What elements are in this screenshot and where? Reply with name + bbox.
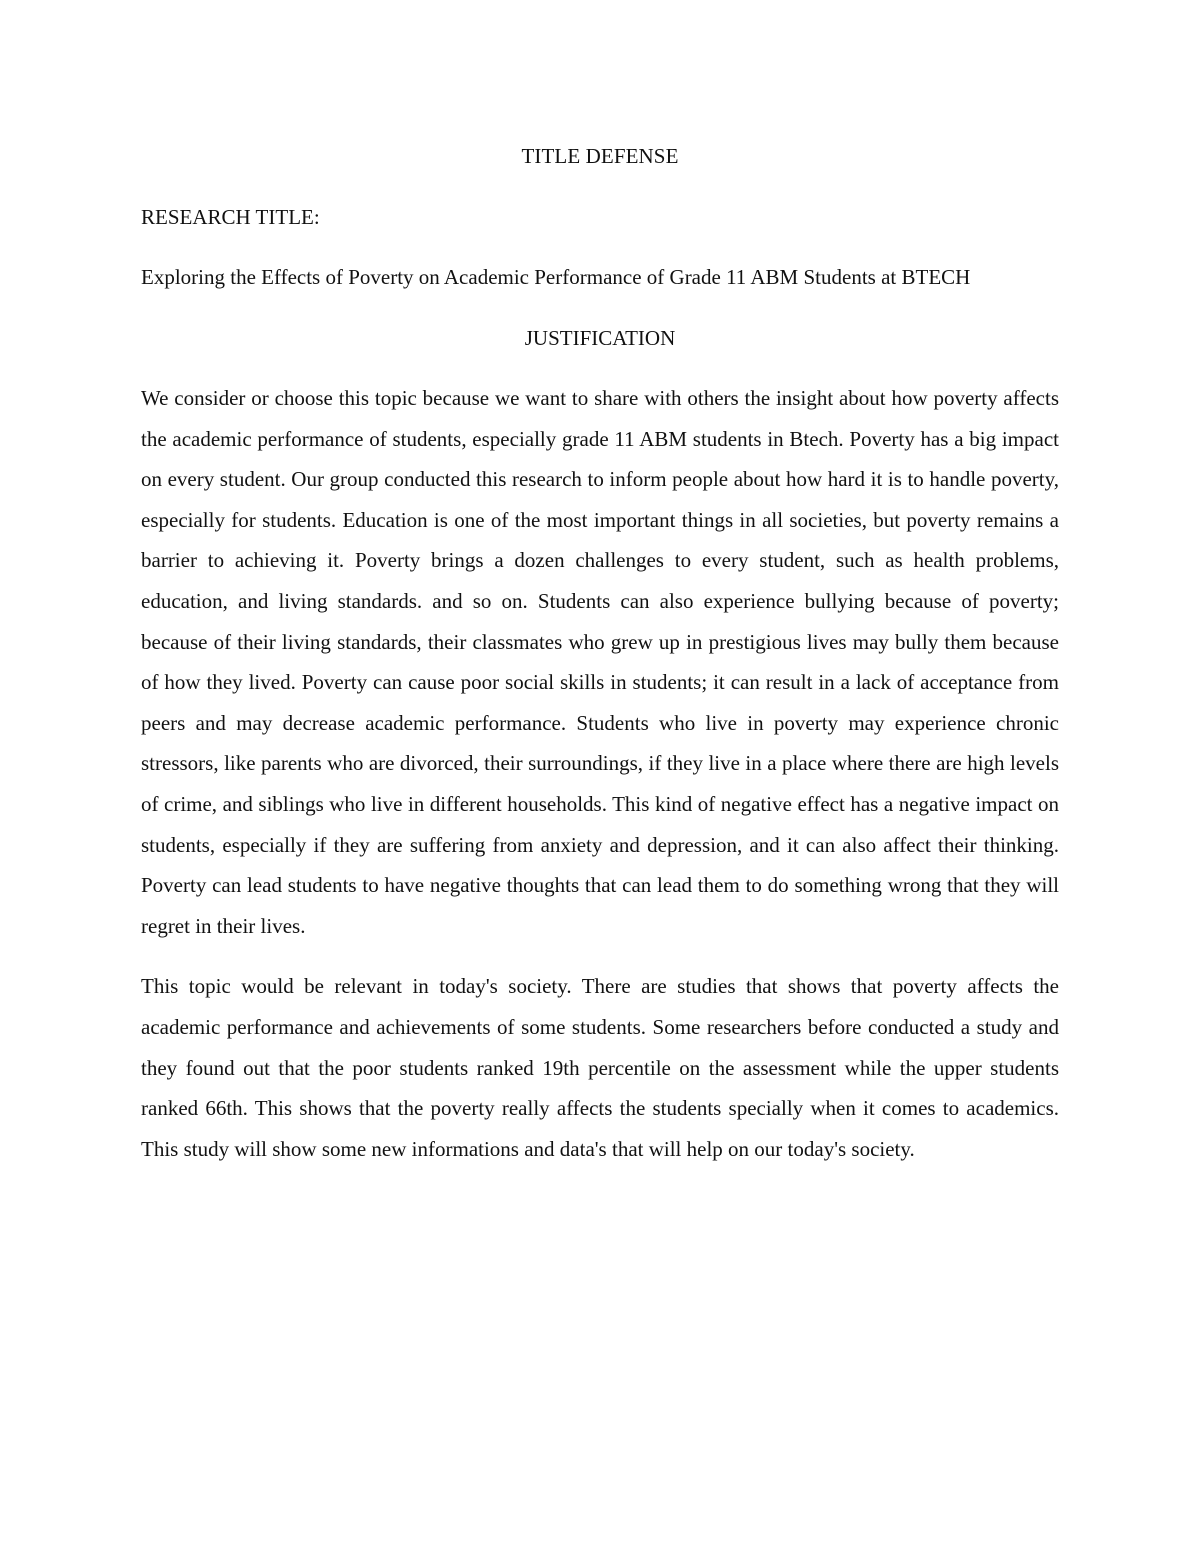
research-title-label: RESEARCH TITLE: bbox=[141, 204, 320, 229]
justification-paragraph-2: This topic would be relevant in today's society. There are studies that shows that poverty affects the academic performance and achievements of some students. Some researchers before conducted a study and they found out that the poor students ranked 19th percentile on the assessment while the upper students ranked 66th. This shows that the poverty really affects the students specially when it comes to academics. This study will show some new informations and data's that will help on our today's society. bbox=[141, 974, 1059, 1161]
research-title: Exploring the Effects of Poverty on Academic Performance of Grade 11 ABM Students at BTECH bbox=[141, 265, 971, 289]
document-body bbox=[141, 136, 1059, 1189]
justification-paragraph-1: We consider or choose this topic because we want to share with others the insight about how poverty affects the academic performance of students, especially grade 11 ABM students in Btech. Poverty has a big impact on every student. Our group conducted this research to inform people about how hard it is to handle poverty, especially for students. Education is one of the most important things in all societies, but poverty remains a barrier to achieving it. Poverty brings a dozen challenges to every student, such as health problems, education, and living standards. and so on. Students can also experience bullying because of poverty; because of their living standards, their classmates who grew up in prestigious lives may bully them because of how they lived. Poverty can cause poor social skills in students; it can result in a lack of acceptance from peers and may decrease academic performance. Students who live in poverty may experience chronic stressors, like parents who are divorced, their surroundings, if they live in a place where there are high levels of crime, and siblings who live in different households. This kind of negative effect has a negative impact on students, especially if they are suffering from anxiety and depression, and it can also affect their thinking. Poverty can lead students to have negative thoughts that can lead them to do something wrong that they will regret in their lives. bbox=[141, 386, 1059, 938]
document-heading: TITLE DEFENSE bbox=[521, 144, 679, 168]
justification-heading: JUSTIFICATION bbox=[524, 325, 676, 350]
